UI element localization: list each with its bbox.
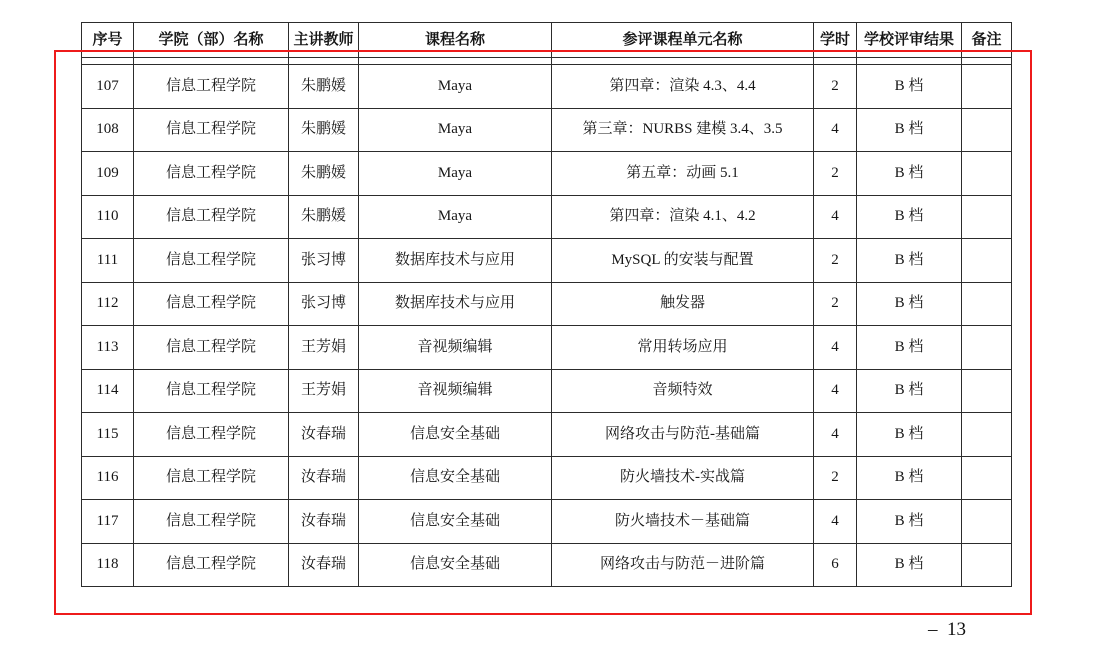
cell-teacher: 张习博 bbox=[289, 239, 359, 283]
cell-college: 信息工程学院 bbox=[134, 413, 289, 457]
cell-unit: 第五章：动画 5.1 bbox=[552, 152, 814, 196]
cell-course: 数据库技术与应用 bbox=[359, 282, 552, 326]
cell-unit: 防火墙技术－基础篇 bbox=[552, 500, 814, 544]
cell-index: 112 bbox=[82, 282, 134, 326]
cell-result: B 档 bbox=[857, 456, 962, 500]
cell-index: 117 bbox=[82, 500, 134, 544]
cell-course: Maya bbox=[359, 108, 552, 152]
col-header-college: 学院（部）名称 bbox=[134, 23, 289, 58]
cell-hours: 2 bbox=[814, 239, 857, 283]
spacer-cell bbox=[82, 58, 134, 65]
cell-course: Maya bbox=[359, 65, 552, 109]
table-row bbox=[82, 282, 1012, 326]
col-header-unit: 参评课程单元名称 bbox=[552, 23, 814, 58]
cell-remark bbox=[962, 500, 1012, 544]
col-header-hours: 学时 bbox=[814, 23, 857, 58]
cell-remark bbox=[962, 543, 1012, 587]
cell-result: B 档 bbox=[857, 369, 962, 413]
cell-teacher: 汝春瑞 bbox=[289, 500, 359, 544]
cell-course: Maya bbox=[359, 195, 552, 239]
cell-teacher: 张习博 bbox=[289, 282, 359, 326]
spacer-cell bbox=[552, 58, 814, 65]
cell-index: 110 bbox=[82, 195, 134, 239]
cell-unit: 触发器 bbox=[552, 282, 814, 326]
table-row bbox=[82, 326, 1012, 370]
cell-result: B 档 bbox=[857, 500, 962, 544]
cell-index: 108 bbox=[82, 108, 134, 152]
cell-remark bbox=[962, 282, 1012, 326]
cell-unit: 常用转场应用 bbox=[552, 326, 814, 370]
cell-teacher: 王芳娟 bbox=[289, 369, 359, 413]
course-evaluation-table bbox=[81, 22, 1012, 587]
table-row bbox=[82, 152, 1012, 196]
cell-college: 信息工程学院 bbox=[134, 239, 289, 283]
cell-hours: 4 bbox=[814, 195, 857, 239]
cell-college: 信息工程学院 bbox=[134, 108, 289, 152]
cell-college: 信息工程学院 bbox=[134, 282, 289, 326]
cell-course: 数据库技术与应用 bbox=[359, 239, 552, 283]
cell-index: 118 bbox=[82, 543, 134, 587]
cell-index: 111 bbox=[82, 239, 134, 283]
table-row bbox=[82, 500, 1012, 544]
col-header-teacher: 主讲教师 bbox=[289, 23, 359, 58]
cell-college: 信息工程学院 bbox=[134, 369, 289, 413]
cell-teacher: 汝春瑞 bbox=[289, 413, 359, 457]
cell-hours: 4 bbox=[814, 413, 857, 457]
col-header-remark: 备注 bbox=[962, 23, 1012, 58]
cell-result: B 档 bbox=[857, 65, 962, 109]
spacer-cell bbox=[962, 58, 1012, 65]
table-row bbox=[82, 65, 1012, 109]
col-header-index: 序号 bbox=[82, 23, 134, 58]
cell-result: B 档 bbox=[857, 152, 962, 196]
cell-teacher: 朱鹏媛 bbox=[289, 152, 359, 196]
spacer-row bbox=[82, 58, 1012, 65]
cell-hours: 4 bbox=[814, 500, 857, 544]
cell-remark bbox=[962, 65, 1012, 109]
cell-result: B 档 bbox=[857, 282, 962, 326]
table-row bbox=[82, 108, 1012, 152]
spacer-cell bbox=[134, 58, 289, 65]
col-header-result: 学校评审结果 bbox=[857, 23, 962, 58]
cell-college: 信息工程学院 bbox=[134, 543, 289, 587]
cell-college: 信息工程学院 bbox=[134, 500, 289, 544]
cell-hours: 4 bbox=[814, 108, 857, 152]
cell-unit: 网络攻击与防范－进阶篇 bbox=[552, 543, 814, 587]
cell-index: 116 bbox=[82, 456, 134, 500]
cell-college: 信息工程学院 bbox=[134, 65, 289, 109]
spacer-cell bbox=[289, 58, 359, 65]
spacer-cell bbox=[359, 58, 552, 65]
cell-college: 信息工程学院 bbox=[134, 195, 289, 239]
cell-course: Maya bbox=[359, 152, 552, 196]
cell-teacher: 汝春瑞 bbox=[289, 543, 359, 587]
cell-course: 信息安全基础 bbox=[359, 456, 552, 500]
cell-index: 109 bbox=[82, 152, 134, 196]
cell-result: B 档 bbox=[857, 195, 962, 239]
cell-result: B 档 bbox=[857, 413, 962, 457]
table-row bbox=[82, 369, 1012, 413]
cell-teacher: 王芳娟 bbox=[289, 326, 359, 370]
table-row bbox=[82, 543, 1012, 587]
table-header-row bbox=[82, 23, 1012, 58]
cell-remark bbox=[962, 195, 1012, 239]
cell-teacher: 朱鹏媛 bbox=[289, 195, 359, 239]
cell-remark bbox=[962, 456, 1012, 500]
cell-course: 音视频编辑 bbox=[359, 326, 552, 370]
cell-teacher: 汝春瑞 bbox=[289, 456, 359, 500]
page-number: – 13 bbox=[928, 619, 966, 640]
cell-remark bbox=[962, 108, 1012, 152]
cell-course: 音视频编辑 bbox=[359, 369, 552, 413]
cell-hours: 2 bbox=[814, 152, 857, 196]
cell-index: 113 bbox=[82, 326, 134, 370]
cell-result: B 档 bbox=[857, 326, 962, 370]
cell-unit: 音频特效 bbox=[552, 369, 814, 413]
cell-college: 信息工程学院 bbox=[134, 326, 289, 370]
cell-remark bbox=[962, 239, 1012, 283]
cell-result: B 档 bbox=[857, 239, 962, 283]
cell-college: 信息工程学院 bbox=[134, 456, 289, 500]
cell-unit: 第三章：NURBS 建模 3.4、3.5 bbox=[552, 108, 814, 152]
table-row bbox=[82, 456, 1012, 500]
cell-course: 信息安全基础 bbox=[359, 413, 552, 457]
cell-unit: 第四章：渲染 4.1、4.2 bbox=[552, 195, 814, 239]
cell-teacher: 朱鹏媛 bbox=[289, 65, 359, 109]
cell-college: 信息工程学院 bbox=[134, 152, 289, 196]
cell-unit: 第四章：渲染 4.3、4.4 bbox=[552, 65, 814, 109]
cell-index: 114 bbox=[82, 369, 134, 413]
cell-course: 信息安全基础 bbox=[359, 500, 552, 544]
col-header-course: 课程名称 bbox=[359, 23, 552, 58]
table-row bbox=[82, 239, 1012, 283]
cell-course: 信息安全基础 bbox=[359, 543, 552, 587]
cell-hours: 6 bbox=[814, 543, 857, 587]
cell-remark bbox=[962, 326, 1012, 370]
cell-unit: 防火墙技术-实战篇 bbox=[552, 456, 814, 500]
cell-result: B 档 bbox=[857, 543, 962, 587]
cell-hours: 2 bbox=[814, 282, 857, 326]
table-row bbox=[82, 195, 1012, 239]
cell-hours: 2 bbox=[814, 65, 857, 109]
spacer-cell bbox=[814, 58, 857, 65]
cell-remark bbox=[962, 369, 1012, 413]
cell-index: 107 bbox=[82, 65, 134, 109]
cell-hours: 2 bbox=[814, 456, 857, 500]
cell-remark bbox=[962, 413, 1012, 457]
cell-hours: 4 bbox=[814, 369, 857, 413]
cell-result: B 档 bbox=[857, 108, 962, 152]
cell-hours: 4 bbox=[814, 326, 857, 370]
table-row bbox=[82, 413, 1012, 457]
cell-teacher: 朱鹏媛 bbox=[289, 108, 359, 152]
cell-remark bbox=[962, 152, 1012, 196]
cell-unit: 网络攻击与防范-基础篇 bbox=[552, 413, 814, 457]
spacer-cell bbox=[857, 58, 962, 65]
cell-index: 115 bbox=[82, 413, 134, 457]
cell-unit: MySQL 的安装与配置 bbox=[552, 239, 814, 283]
